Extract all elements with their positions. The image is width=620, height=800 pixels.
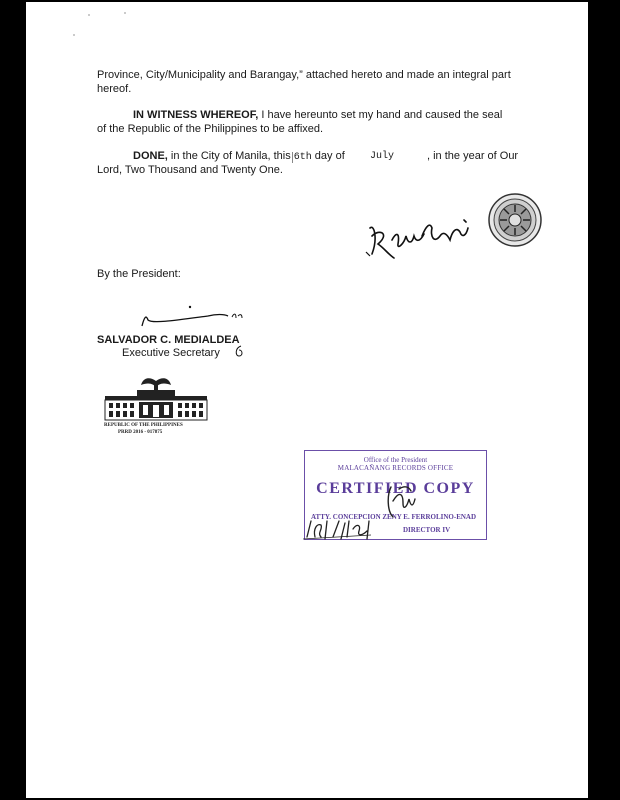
presidential-seal — [487, 192, 543, 248]
paragraph-2-line-2: of the Republic of the Philippines to be affixed. — [97, 123, 324, 135]
done-lead: DONE, — [133, 150, 168, 162]
stamp-office: Office of the President — [363, 456, 428, 464]
paragraph-1-line-2: hereof. — [97, 83, 132, 95]
scan-speck — [124, 12, 126, 14]
stamp-headline: CERTIFIED COPY — [316, 480, 475, 497]
day-field: 6th — [293, 152, 312, 163]
malacanang-building-seal — [103, 372, 209, 424]
initials-mark — [232, 344, 246, 360]
stamp-records-office: MALACAÑANG RECORDS OFFICE — [337, 464, 454, 472]
scan-speck — [88, 14, 90, 16]
certified-copy-stamp — [304, 450, 487, 540]
done-text-2: day of — [311, 150, 345, 162]
paragraph-2-line-1 — [133, 108, 502, 122]
done-text-3: , in the year of Our — [427, 150, 519, 162]
paragraph-3-line-2: Lord, Two Thousand and Twenty One. — [97, 164, 283, 176]
seal-caption-1: REPUBLIC OF THE PHILIPPINES — [104, 423, 183, 428]
secretary-title: Executive Secretary — [122, 347, 220, 359]
done-text-1: in the City of Manila, this — [167, 150, 291, 162]
stamp-position: DIRECTOR IV — [403, 526, 451, 534]
witness-text: I have hereunto set my hand and caused the seal — [258, 109, 503, 121]
month-field: July — [370, 151, 395, 162]
president-signature — [364, 214, 476, 266]
witness-lead: IN WITNESS WHEREOF, — [133, 109, 259, 121]
paragraph-1-line-1: Province, City/Municipality and Barangay,” attached hereto and made an integral part — [97, 69, 511, 81]
seal-caption-2: PRRD 2016 - 017875 — [118, 430, 163, 435]
secretary-name: SALVADOR C. MEDIALDEA — [97, 334, 240, 346]
document-page — [26, 2, 588, 798]
secretary-signature — [138, 300, 250, 336]
stamp-signature — [381, 481, 421, 523]
stamp-handwritten-date — [301, 517, 375, 543]
stamp-attorney: ATTY. CONCEPCION ZENY E. FERROLINO-ENAD — [311, 513, 477, 521]
scan-speck — [73, 34, 75, 36]
by-the-president: By the President: — [97, 268, 181, 280]
